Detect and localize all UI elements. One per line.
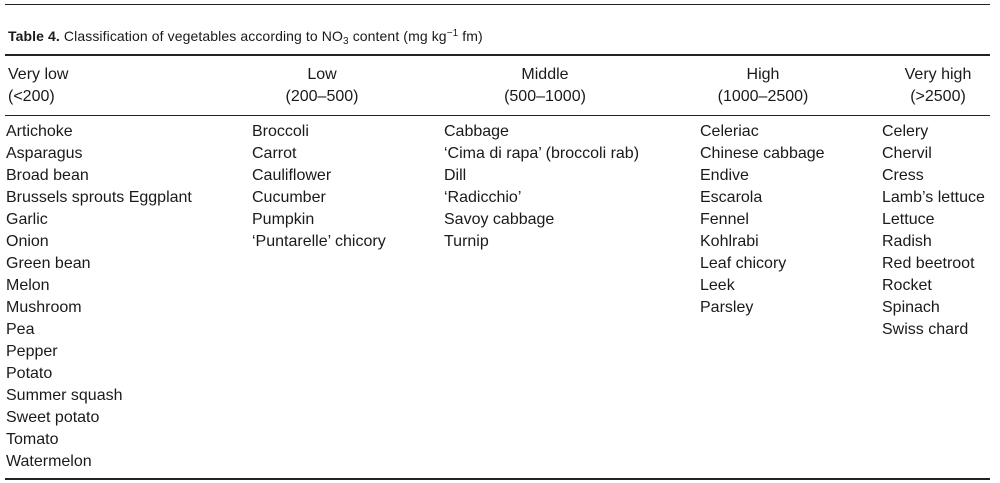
vegetable-cell: Lamb’s lettuce: [882, 189, 985, 206]
vegetable-cell: Fennel: [700, 211, 749, 228]
vegetable-cell: Turnip: [444, 233, 489, 250]
vegetable-cell: Savoy cabbage: [444, 211, 555, 228]
vegetable-cell: Carrot: [252, 145, 297, 162]
column-list-very-high: [882, 121, 985, 341]
vegetable-cell: Radish: [882, 233, 932, 250]
vegetable-cell: Cauliflower: [252, 167, 332, 184]
table-label: Table 4.: [8, 28, 60, 44]
vegetable-cell: Parsley: [700, 299, 754, 316]
vegetable-cell: ‘Puntarelle’ chicory: [252, 233, 386, 250]
vegetable-cell: Kohlrabi: [700, 233, 759, 250]
column-list-high: [700, 121, 825, 319]
column-name: Very low: [8, 66, 69, 83]
caption-text-end: fm): [462, 28, 483, 44]
vegetable-cell: Endive: [700, 167, 749, 184]
vegetable-cell: Spinach: [882, 299, 940, 316]
column-header-low: [272, 64, 372, 108]
vegetable-cell: Chervil: [882, 145, 932, 162]
vegetable-cell: Red beetroot: [882, 255, 975, 272]
column-range: (>2500): [910, 88, 966, 105]
column-name: Low: [307, 66, 337, 83]
column-list-very-low: [6, 121, 192, 473]
vegetable-cell: Watermelon: [6, 453, 92, 470]
column-header-middle: [490, 64, 600, 108]
vegetable-cell: Swiss chard: [882, 321, 969, 338]
vegetable-cell: Cucumber: [252, 189, 326, 206]
table-bottom-rule: [5, 478, 990, 480]
column-range: (200–500): [285, 88, 359, 105]
vegetable-cell: Lettuce: [882, 211, 935, 228]
vegetable-cell: Green bean: [6, 255, 91, 272]
vegetable-cell: Leek: [700, 277, 735, 294]
vegetable-cell: Cress: [882, 167, 924, 184]
vegetable-cell: Melon: [6, 277, 50, 294]
vegetable-cell: Tomato: [6, 431, 59, 448]
vegetable-cell: Potato: [6, 365, 53, 382]
top-rule: [5, 4, 990, 5]
vegetable-cell: Garlic: [6, 211, 48, 228]
caption-text-middle: content (mg kg: [352, 28, 447, 44]
vegetable-cell: Celeriac: [700, 123, 759, 140]
header-top-rule: [5, 54, 990, 56]
vegetable-cell: Pumpkin: [252, 211, 315, 228]
vegetable-cell: Broccoli: [252, 123, 309, 140]
caption-subscript: 3: [343, 36, 349, 47]
column-header-very-high: [893, 64, 983, 108]
column-list-middle: [444, 121, 639, 253]
vegetable-cell: Chinese cabbage: [700, 145, 825, 162]
vegetable-cell: Brussels sprouts Eggplant: [6, 189, 192, 206]
vegetable-cell: Escarola: [700, 189, 763, 206]
caption-superscript: −1: [446, 28, 459, 39]
column-header-high: [708, 64, 818, 108]
vegetable-cell: Celery: [882, 123, 929, 140]
vegetable-cell: Onion: [6, 233, 49, 250]
vegetable-cell: Summer squash: [6, 387, 123, 404]
column-range: (<200): [8, 88, 55, 105]
vegetable-cell: Asparagus: [6, 145, 83, 162]
vegetable-cell: Dill: [444, 167, 467, 184]
vegetable-cell: Pepper: [6, 343, 58, 360]
vegetable-cell: Rocket: [882, 277, 932, 294]
vegetable-cell: Sweet potato: [6, 409, 100, 426]
vegetable-cell: Mushroom: [6, 299, 82, 316]
vegetable-cell: Leaf chicory: [700, 255, 787, 272]
vegetable-cell: ‘Cima di rapa’ (broccoli rab): [444, 145, 640, 162]
column-range: (1000–2500): [717, 88, 809, 105]
column-header-very-low: [8, 64, 68, 108]
column-name: Middle: [521, 66, 569, 83]
column-range: (500–1000): [504, 88, 586, 105]
column-list-low: [252, 121, 386, 253]
vegetable-cell: ‘Radicchio’: [444, 189, 522, 206]
vegetable-cell: Pea: [6, 321, 35, 338]
vegetable-cell: Broad bean: [6, 167, 89, 184]
column-name: High: [746, 66, 780, 83]
caption-text: Classification of vegetables according to NO: [63, 28, 344, 44]
column-name: Very high: [904, 66, 972, 83]
vegetable-cell: Artichoke: [6, 123, 73, 140]
header-bottom-rule: [5, 115, 990, 116]
vegetable-cell: Cabbage: [444, 123, 509, 140]
table-caption: [8, 28, 483, 47]
